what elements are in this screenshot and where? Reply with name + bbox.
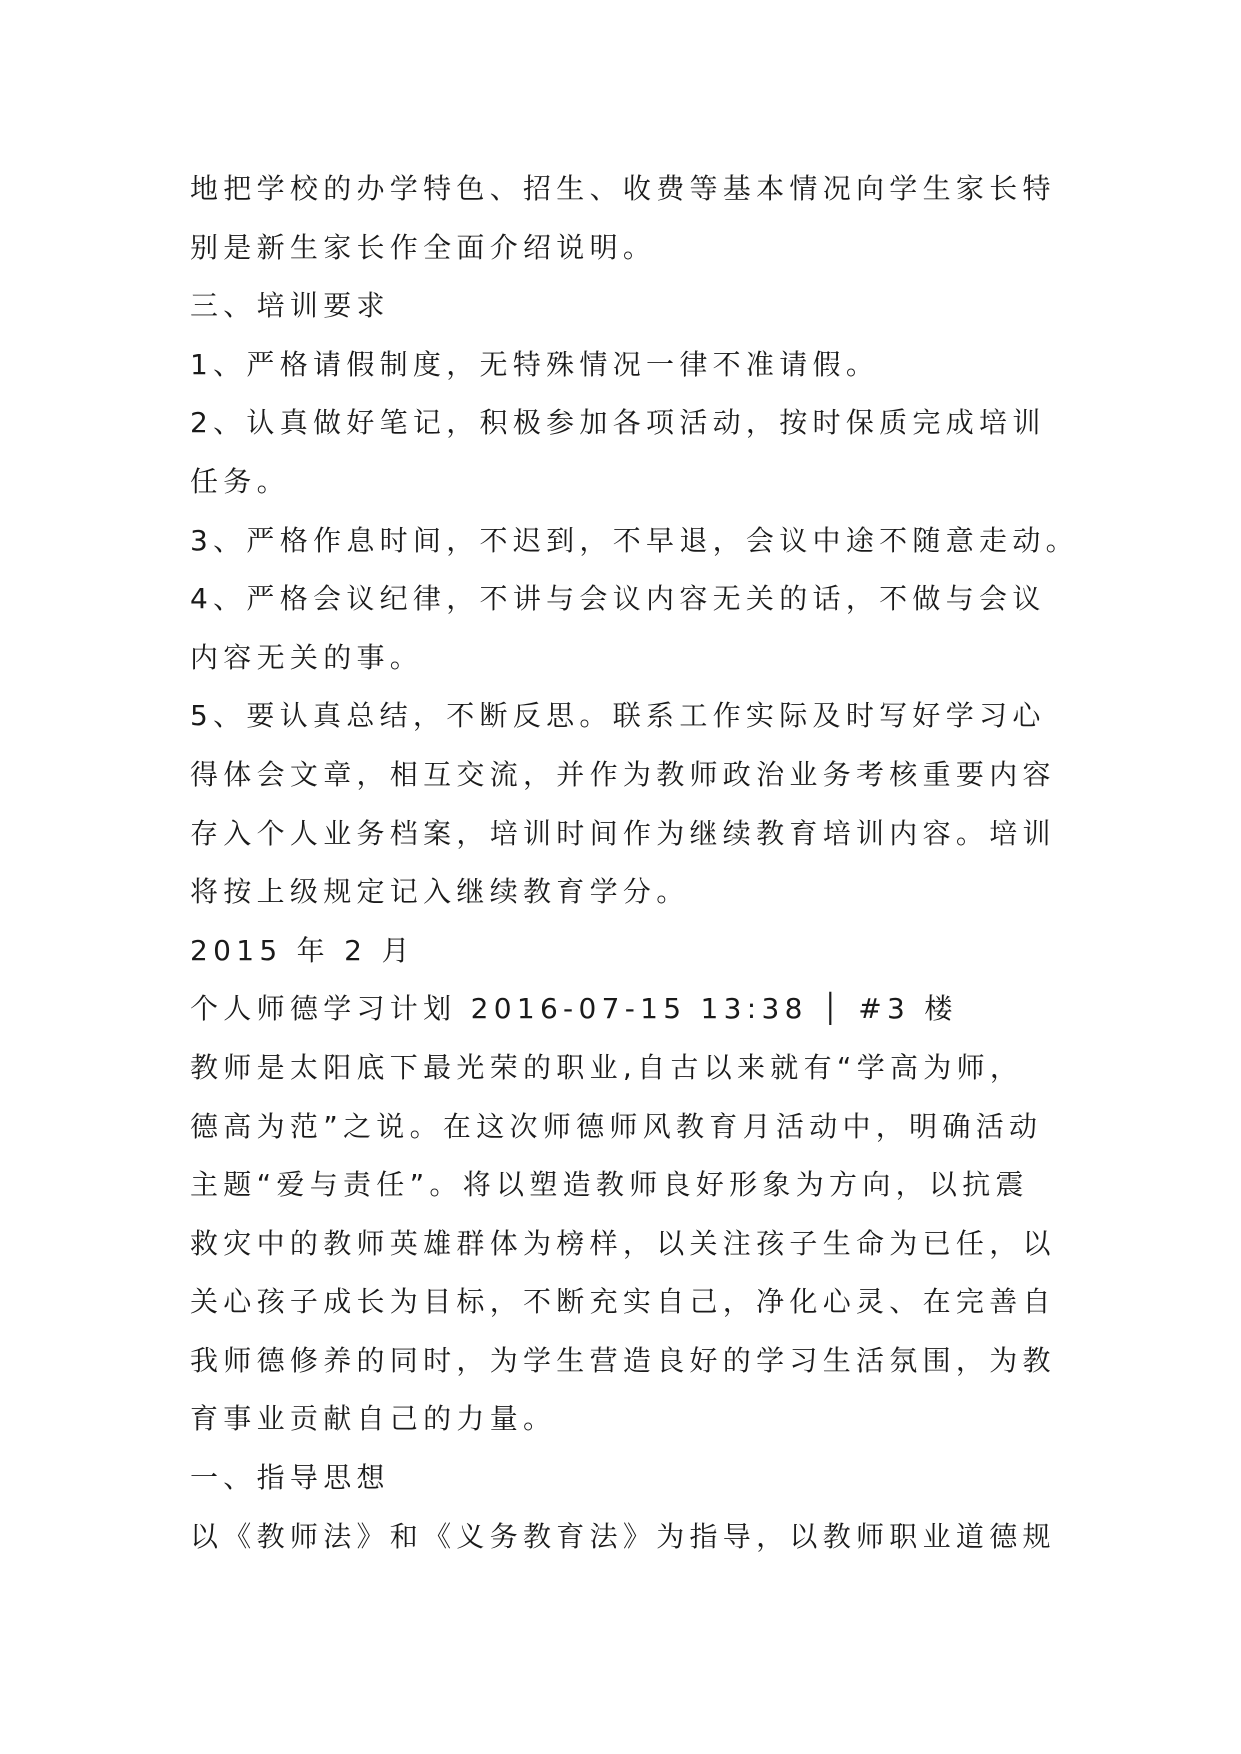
text-line: 教师是太阳底下最光荣的职业,自古以来就有“学高为师， xyxy=(190,1050,1024,1084)
text-line: 内容无关的事。 xyxy=(190,640,424,674)
text-line: 得体会文章，相互交流，并作为教师政治业务考核重要内容 xyxy=(190,757,1056,791)
text-line: 关心孩子成长为目标，不断充实自己，净化心灵、在完善自 xyxy=(190,1285,1056,1319)
section-heading: 一、指导思想 xyxy=(190,1461,390,1495)
list-item: 2、认真做好笔记，积极参加各项活动，按时保质完成培训 xyxy=(190,406,1046,440)
list-item: 1、严格请假制度，无特殊情况一律不准请假。 xyxy=(190,347,880,381)
section-heading: 三、培训要求 xyxy=(190,289,390,323)
post-header: 个人师德学习计划 2016-07-15 13:38 │ #3 楼 xyxy=(190,992,958,1026)
list-item: 3、严格作息时间，不迟到，不早退，会议中途不随意走动。 xyxy=(190,523,1079,557)
text-line: 别是新生家长作全面介绍说明。 xyxy=(190,230,657,264)
text-line: 主题“爱与责任”。将以塑造教师良好形象为方向，以抗震 xyxy=(190,1168,1029,1202)
text-line: 以《教师法》和《义务教育法》为指导，以教师职业道德规 xyxy=(190,1519,1056,1553)
text-line: 任务。 xyxy=(190,464,290,498)
text-line: 德高为范”之说。在这次师德师风教育月活动中，明确活动 xyxy=(190,1109,1043,1143)
list-item: 5、要认真总结，不断反思。联系工作实际及时写好学习心 xyxy=(190,699,1046,733)
text-line: 我师德修养的同时，为学生营造良好的学习生活氛围，为教 xyxy=(190,1343,1056,1377)
list-item: 4、严格会议纪律，不讲与会议内容无关的话，不做与会议 xyxy=(190,582,1046,616)
text-line: 地把学校的办学特色、招生、收费等基本情况向学生家长特 xyxy=(190,172,1056,205)
document-body xyxy=(190,160,1079,1566)
text-line: 存入个人业务档案，培训时间作为继续教育培训内容。培训 xyxy=(190,816,1056,850)
text-line: 育事业贡献自己的力量。 xyxy=(190,1402,557,1436)
date-line: 2015 年 2 月 xyxy=(190,933,415,967)
text-line: 将按上级规定记入继续教育学分。 xyxy=(190,875,690,909)
text-line: 救灾中的教师英雄群体为榜样，以关注孩子生命为已任，以 xyxy=(190,1226,1056,1260)
